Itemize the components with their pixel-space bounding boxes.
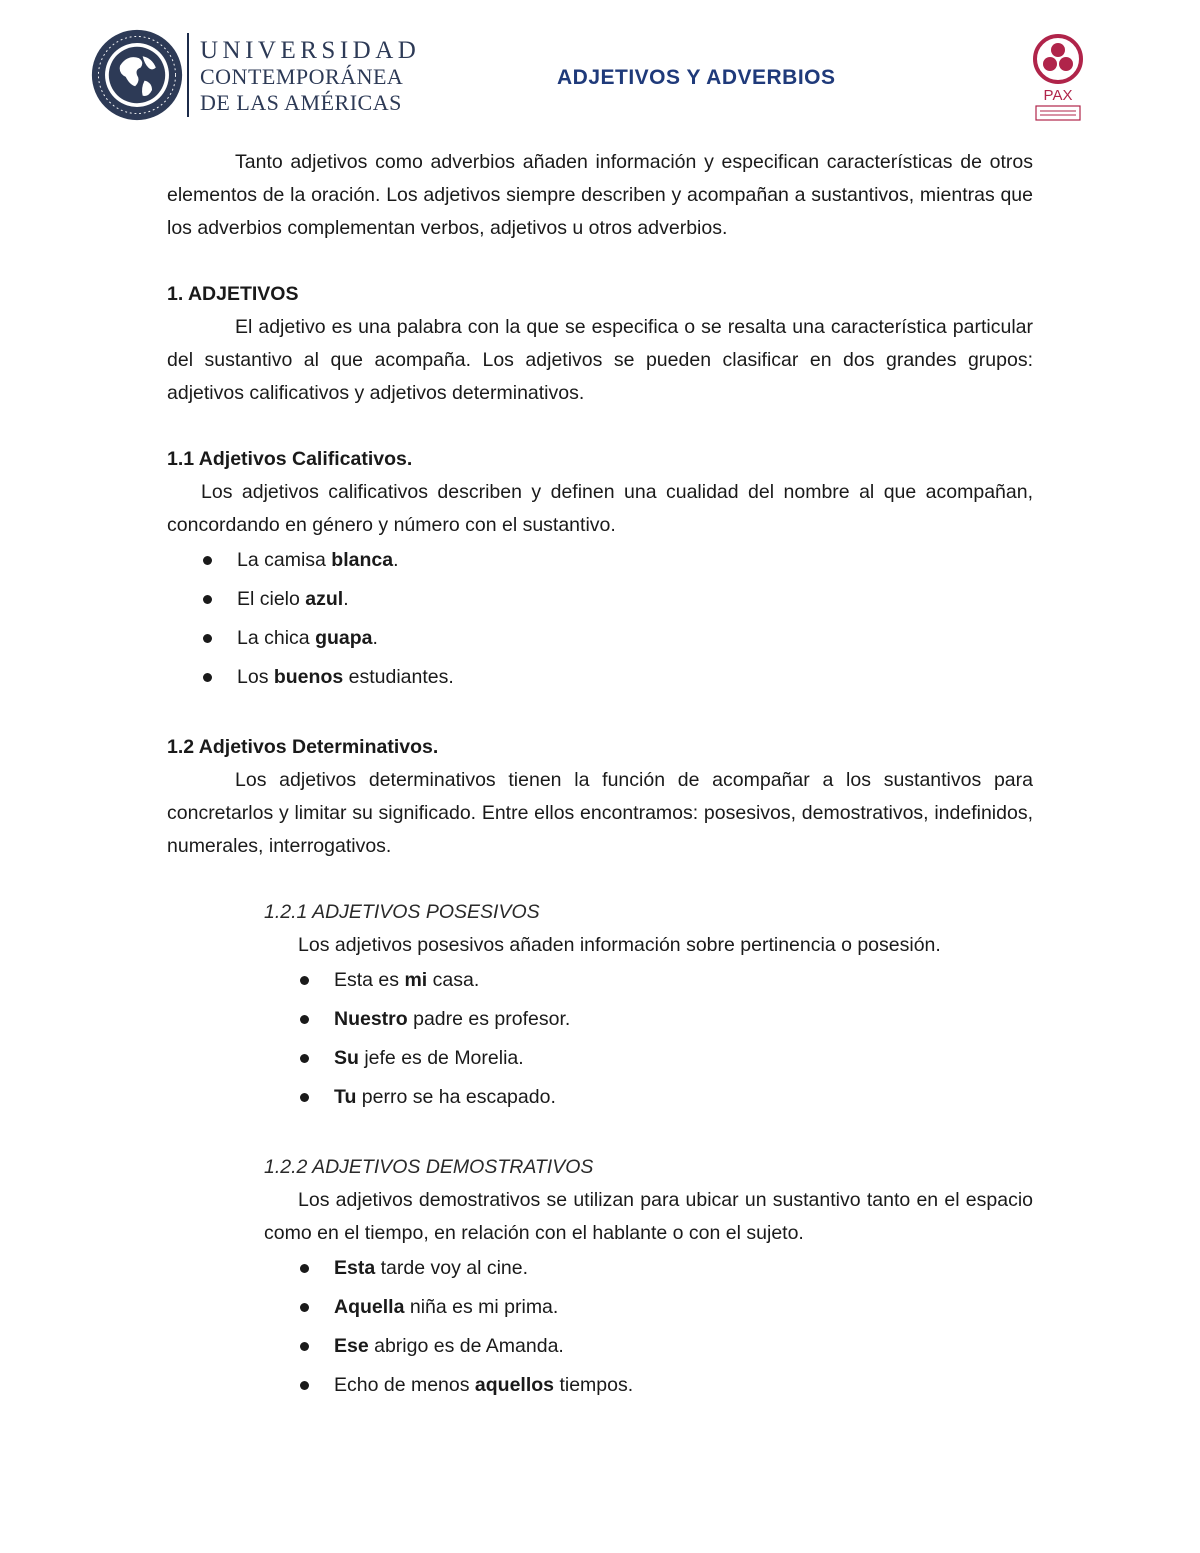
posesivos-list	[264, 962, 1033, 1118]
demostrativos-list	[264, 1250, 1033, 1406]
list-item: Esta tarde voy al cine.	[264, 1250, 1033, 1289]
intro-paragraph: Tanto adjetivos como adverbios añaden información y especifican características de otros elementos de la oración. Los adjetivos siempre describen y acompañan a sustantivos, mientras que los adverbios complementan verbos, adjetivos u otros adverbios.	[167, 151, 1033, 239]
pax-logo-icon	[1030, 34, 1086, 124]
university-name	[200, 38, 420, 116]
university-name-line3: DE LAS AMÉRICAS	[200, 90, 402, 115]
pax-label: PAX	[1043, 87, 1073, 104]
page-header	[0, 0, 1200, 130]
list-item: Nuestro padre es profesor.	[264, 1001, 1033, 1040]
section-1-2-2-paragraph: Los adjetivos demostrativos se utilizan para ubicar un sustantivo tanto en el espacio como en el tiempo, en relación con el hablante o con el sujeto.	[264, 1189, 1033, 1244]
list-item: Echo de menos aquellos tiempos.	[264, 1367, 1033, 1406]
section-1-2-paragraph: Los adjetivos determinativos tienen la función de acompañar a los sustantivos para concretarlos y limitar su significado. Entre ellos encontramos: posesivos, demostrativos, indefinidos, numerales, interrogativos.	[167, 769, 1033, 857]
section-1-2-1-paragraph: Los adjetivos posesivos añaden información sobre pertinencia o posesión.	[298, 934, 941, 956]
section-1-2-2-heading: 1.2.2 ADJETIVOS DEMOSTRATIVOS	[264, 1156, 594, 1178]
document-title: ADJETIVOS Y ADVERBIOS	[557, 66, 836, 89]
list-item: Esta es mi casa.	[264, 962, 1033, 1001]
list-item: Ese abrigo es de Amanda.	[264, 1328, 1033, 1367]
section-1-1-paragraph: Los adjetivos calificativos describen y definen una cualidad del nombre al que acompañan, concordando en género y número con el sustantivo.	[167, 481, 1033, 536]
list-item: Tu perro se ha escapado.	[264, 1079, 1033, 1118]
logo-divider	[187, 33, 189, 117]
document-body	[167, 146, 1033, 1406]
section-1-paragraph: El adjetivo es una palabra con la que se especifica o se resalta una característica particular del sustantivo al que acompaña. Los adjetivos se pueden clasificar en dos grandes grupos: adjetivos calificativos y adjetivos determinativos.	[167, 316, 1033, 404]
section-1-2-1	[264, 896, 1033, 1406]
section-1-2-heading: 1.2 Adjetivos Determinativos.	[167, 736, 439, 758]
university-name-line1: UNIVERSIDAD	[200, 37, 421, 64]
university-name-line2: CONTEMPORÁNEA	[200, 64, 404, 89]
university-seal-icon	[90, 28, 184, 122]
list-item: Su jefe es de Morelia.	[264, 1040, 1033, 1079]
section-1-heading: 1. ADJETIVOS	[167, 283, 299, 305]
list-item: Aquella niña es mi prima.	[264, 1289, 1033, 1328]
list-item: La chica guapa.	[167, 620, 1033, 659]
section-1-1-heading: 1.1 Adjetivos Calificativos.	[167, 448, 413, 470]
list-item: La camisa blanca.	[167, 542, 1033, 581]
section-1-2-1-heading: 1.2.1 ADJETIVOS POSESIVOS	[264, 901, 540, 923]
calificativos-list	[167, 542, 1033, 698]
list-item: El cielo azul.	[167, 581, 1033, 620]
list-item: Los buenos estudiantes.	[167, 659, 1033, 698]
